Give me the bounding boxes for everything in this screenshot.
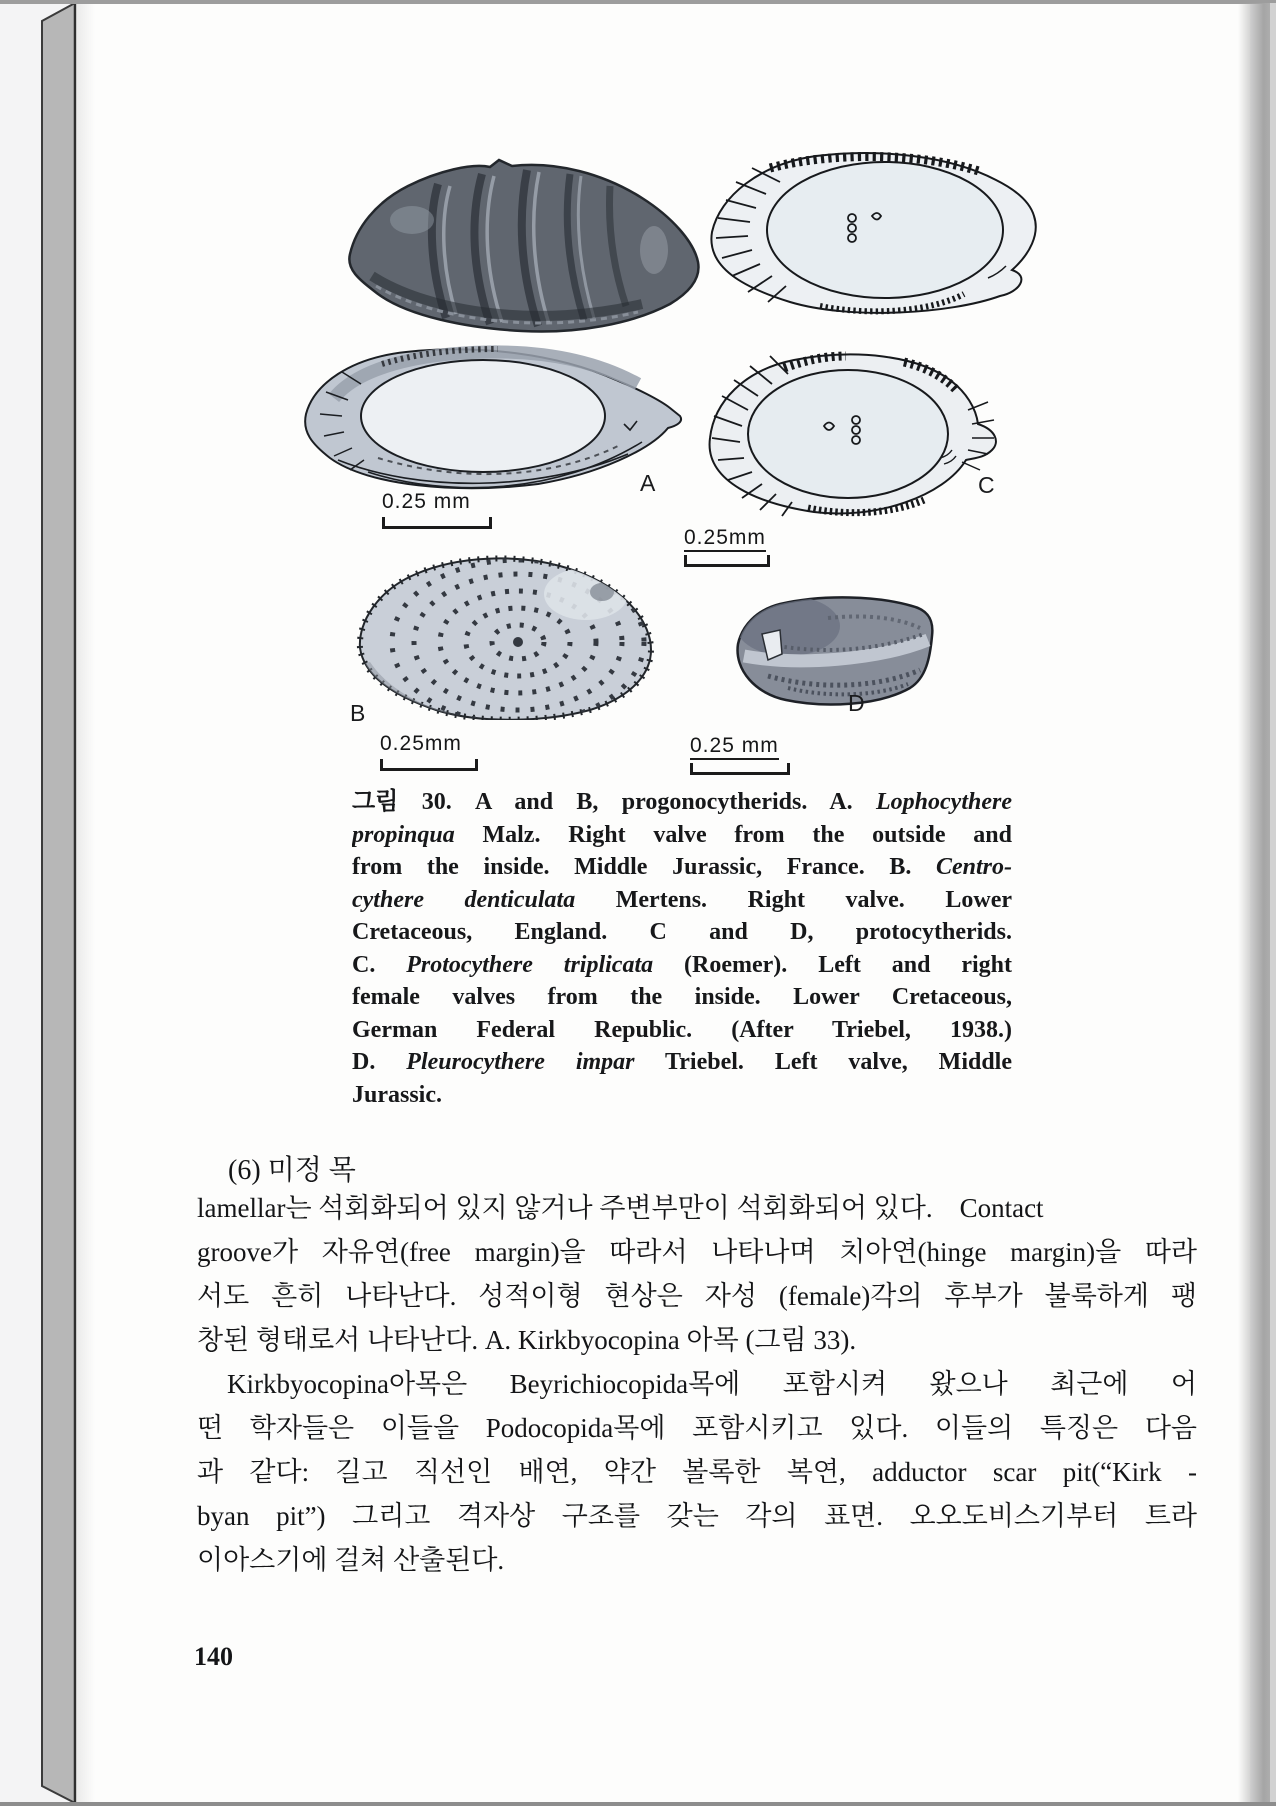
scale-bar-b — [380, 732, 478, 771]
caption-line — [352, 884, 1012, 917]
body-text-line: 과 같다: 길고 직선인 배연, 약간 볼록한 복연, adductor scar pit(“Kirk - — [197, 1457, 1197, 1487]
body-text-line: Kirkbyocopina아목은 Beyrichiocopida목에 포함시켜 왔으나 최근에 어 — [227, 1369, 1197, 1399]
caption-species-name: Lophocythere — [876, 789, 1012, 815]
caption-text: 그림 30. A and B, progonocytherids. A. — [352, 789, 877, 815]
caption-line — [352, 949, 1012, 982]
panel-label-c: C — [978, 472, 995, 498]
ostracod-drawing-a-interior — [298, 342, 696, 494]
caption-species-name: Protocythere triplicata — [406, 951, 654, 978]
page-right-curve-shadow — [1238, 3, 1270, 1803]
scale-bar-a-label: 0.25 mm — [382, 490, 471, 513]
caption-line — [352, 819, 1012, 852]
body-text — [197, 1186, 1197, 1582]
body-text-line: 창된 형태로서 나타난다. A. Kirkbyocopina 아목 (그림 33). — [197, 1325, 857, 1355]
scale-bar-b-label: 0.25mm — [380, 732, 462, 755]
caption-text: C. — [352, 951, 407, 978]
page-number: 140 — [194, 1642, 233, 1671]
ostracod-drawing-c-lower-interior — [696, 346, 1010, 522]
body-text-line: lamellar는 석회화되어 있지 않거나 주변부만이 석회화되어 있다. Contact — [197, 1193, 1044, 1223]
panel-label-d: D — [848, 690, 865, 716]
caption-line — [352, 786, 1012, 819]
panel-label-a: A — [640, 470, 656, 496]
body-text-line: byan pit”) 그리고 격자상 구조를 갖는 각의 표면. 오오도비스기부터 트라 — [197, 1501, 1197, 1531]
caption-text: German Federal Republic. (After Triebel, 1938.) — [352, 1016, 1012, 1043]
page-top-edge — [0, 0, 1276, 4]
scale-bar-a-bracket — [382, 517, 492, 529]
caption-text: Triebel. Left valve, Middle — [634, 1049, 1012, 1075]
caption-line — [352, 916, 1012, 949]
body-text-line: 이아스기에 걸쳐 산출된다. — [197, 1545, 505, 1575]
caption-line — [352, 1014, 1012, 1047]
caption-species-name: Centro- — [935, 854, 1012, 880]
caption-species-name: Pleurocythere impar — [406, 1049, 635, 1075]
caption-species-name: cythere denticulata — [352, 886, 576, 913]
page-right-edge — [1270, 3, 1276, 1803]
body-text-line: 서도 흔히 나타난다. 성적이형 현상은 자성 (female)각의 후부가 불룩하게 팽 — [197, 1281, 1197, 1311]
body-text-line: groove가 자유연(free margin)을 따라서 나타나며 치아연(hinge margin)을 따라 — [197, 1237, 1197, 1267]
scale-bar-d-label: 0.25 mm — [690, 734, 779, 760]
scale-bar-c-label: 0.25mm — [684, 526, 766, 552]
caption-text: Malz. Right valve from the outside and — [454, 821, 1012, 848]
ostracod-drawing-d-pitted — [728, 592, 948, 710]
ostracod-drawing-a-outside — [342, 158, 704, 334]
caption-text: from the inside. Middle Jurassic, France. B. — [352, 854, 936, 880]
ostracod-drawing-c-upper-interior — [700, 146, 1044, 318]
scale-bar-c — [684, 526, 770, 567]
page-bottom-edge — [0, 1802, 1276, 1806]
caption-text: D. — [352, 1049, 407, 1075]
panel-label-b: B — [350, 700, 366, 726]
scale-bar-b-bracket — [380, 759, 478, 771]
body-text-line: 떤 학자들은 이들을 Podocopida목에 포함시키고 있다. 이들의 특징은 다음 — [197, 1413, 1197, 1443]
scale-bar-d-bracket — [690, 763, 790, 775]
caption-text: Jurassic. — [352, 1081, 442, 1108]
caption-text: Mertens. Right valve. Lower — [575, 886, 1012, 913]
caption-text: Cretaceous, England. C and D, protocytherids. — [352, 919, 1012, 945]
caption-species-name: propinqua — [352, 821, 455, 848]
caption-line — [352, 851, 1012, 884]
figure-caption — [352, 786, 1012, 1111]
caption-text: female valves from the inside. Lower Cretaceous, — [352, 984, 1012, 1010]
scale-bar-d — [690, 734, 790, 775]
scale-bar-a — [382, 490, 492, 529]
caption-line — [352, 1046, 1012, 1079]
caption-text: (Roemer). Left and right — [653, 951, 1012, 978]
caption-line — [352, 981, 1012, 1014]
scale-bar-c-bracket — [684, 555, 770, 567]
caption-line — [352, 1079, 1012, 1112]
section-heading: (6) 미정 목 — [228, 1155, 356, 1186]
ostracod-drawing-b-spiny — [350, 552, 676, 720]
